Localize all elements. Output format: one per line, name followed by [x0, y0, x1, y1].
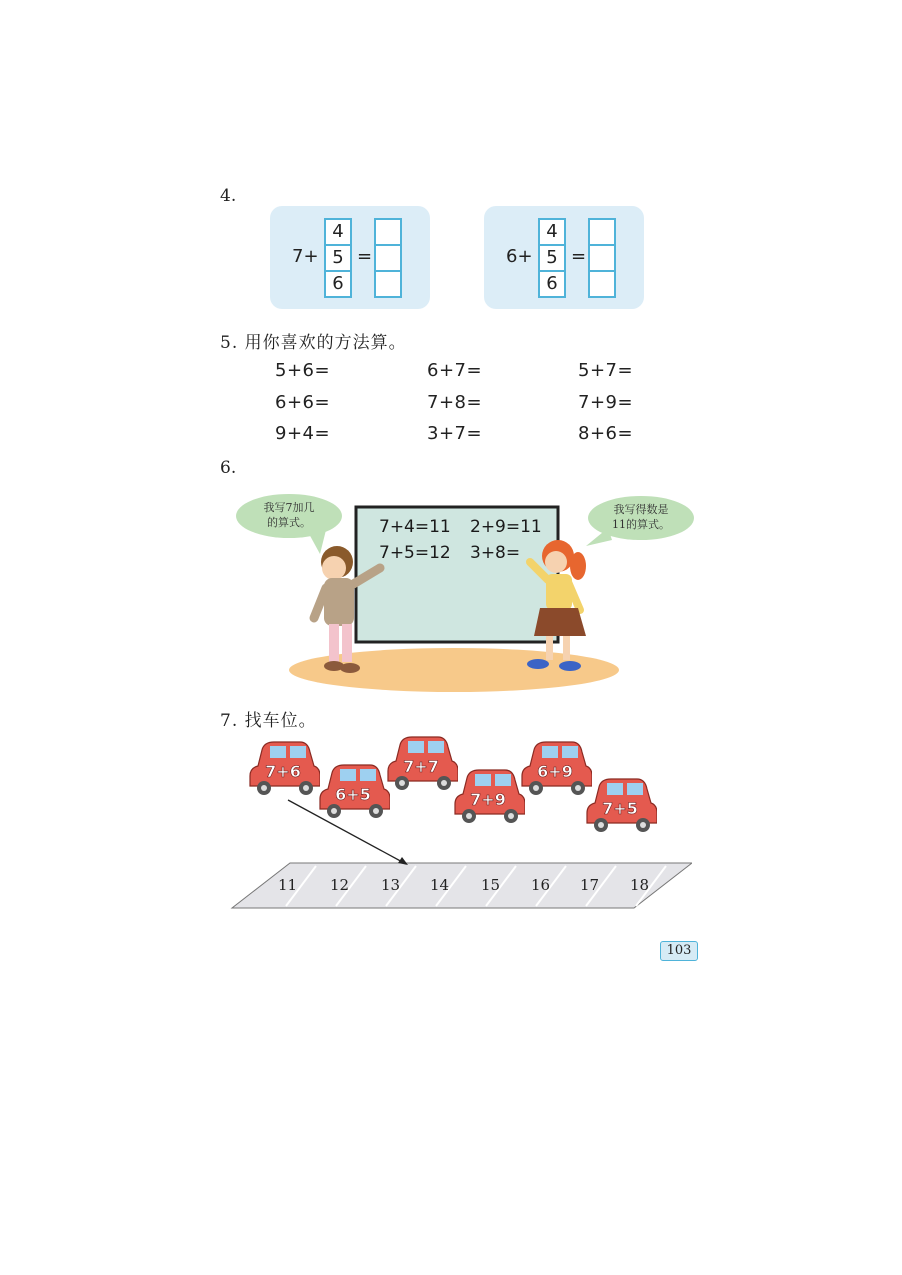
equation: 7+9=: [578, 392, 634, 413]
car-equation: 7+7: [403, 757, 439, 776]
parking-slot-number[interactable]: 18: [630, 876, 650, 894]
page-number: 103: [660, 941, 698, 961]
stack-cell: 6: [324, 270, 352, 298]
q4-left-panel: [270, 206, 430, 309]
q4-left-equals: =: [357, 246, 373, 267]
board-equation: 3+8=: [470, 543, 521, 563]
parking-slot-number[interactable]: 14: [430, 876, 450, 894]
equation: 6+7=: [427, 360, 483, 381]
equation: 6+6=: [275, 392, 331, 413]
question-7-title: 7. 找车位。: [220, 711, 317, 731]
equation: 3+7=: [427, 423, 483, 444]
car-equation: 6+9: [537, 762, 573, 781]
car-equation: 7+6: [265, 762, 301, 781]
answer-box[interactable]: [588, 244, 616, 270]
parking-slot-number[interactable]: 16: [531, 876, 551, 894]
car[interactable]: [451, 768, 525, 826]
parking-slot-number[interactable]: 17: [580, 876, 600, 894]
q4-right-stack: [538, 218, 564, 298]
q4-right-equals: =: [571, 246, 587, 267]
equation: 8+6=: [578, 423, 634, 444]
answer-box[interactable]: [374, 244, 402, 270]
car-equation: 6+5: [335, 785, 371, 804]
car[interactable]: [246, 740, 320, 798]
equation: 5+7=: [578, 360, 634, 381]
stack-cell: 6: [538, 270, 566, 298]
car[interactable]: [316, 763, 390, 821]
equation: 7+8=: [427, 392, 483, 413]
stack-cell: 4: [538, 218, 566, 244]
parking-slot-number[interactable]: 12: [330, 876, 350, 894]
q4-left-answer-stack: [374, 218, 400, 298]
boy-bubble-line-1: 我写7加几: [263, 501, 315, 514]
girl-bubble-line-2: 11的算式。: [612, 518, 670, 531]
answer-box[interactable]: [588, 218, 616, 244]
q4-left-stack: [324, 218, 350, 298]
car[interactable]: [384, 735, 458, 793]
q4-right-answer-stack: [588, 218, 614, 298]
girl-speech-bubble: [588, 496, 694, 540]
question-4-number: 4.: [220, 186, 237, 206]
board-equation: 2+9=11: [470, 517, 542, 537]
q4-right-panel: [484, 206, 644, 309]
car[interactable]: [583, 777, 657, 835]
girl-bubble-line-1: 我写得数是: [613, 503, 669, 516]
parking-slot-number[interactable]: 13: [381, 876, 401, 894]
boy-speech-bubble: [236, 494, 342, 538]
car-equation: 7+5: [602, 799, 638, 818]
stack-cell: 4: [324, 218, 352, 244]
stack-cell: 5: [538, 244, 566, 270]
car-equation: 7+9: [470, 790, 506, 809]
q4-left-addend: 7+: [292, 246, 319, 267]
car[interactable]: [518, 740, 592, 798]
question-6-number: 6.: [220, 458, 237, 478]
answer-box[interactable]: [374, 270, 402, 298]
board-equation: 7+4=11: [379, 517, 451, 537]
answer-box[interactable]: [374, 218, 402, 244]
equation: 9+4=: [275, 423, 331, 444]
parking-slot-number[interactable]: 11: [278, 876, 298, 894]
question-5-title: 5. 用你喜欢的方法算。: [220, 333, 407, 353]
stack-cell: 5: [324, 244, 352, 270]
answer-box[interactable]: [588, 270, 616, 298]
boy-bubble-line-2: 的算式。: [267, 516, 311, 529]
q4-right-addend: 6+: [506, 246, 533, 267]
parking-slot-number[interactable]: 15: [481, 876, 501, 894]
board-equation: 7+5=12: [379, 543, 451, 563]
equation: 5+6=: [275, 360, 331, 381]
